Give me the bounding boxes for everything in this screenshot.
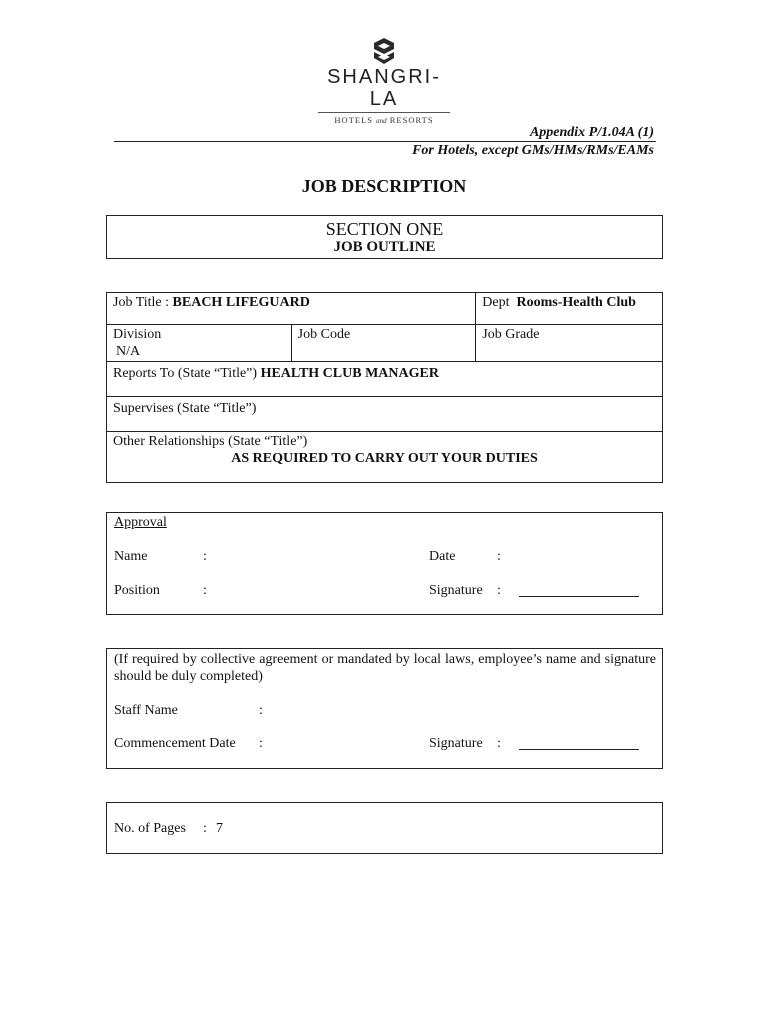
logo-tagline: HOTELS and RESORTS	[334, 115, 434, 125]
document-title: JOB DESCRIPTION	[301, 176, 467, 196]
other-relationships-label: Other Relationships (State “Title”)	[113, 434, 308, 449]
staff-note: (If required by collective agreement or mandated by local laws, employee’s name and signature should be duly completed)	[114, 652, 656, 684]
reports-to-value: HEALTH CLUB MANAGER	[260, 366, 439, 381]
division-cell	[107, 325, 292, 362]
division-value: N/A	[116, 344, 141, 359]
job-outline-table	[106, 292, 663, 483]
pages-box	[106, 802, 663, 854]
staff-name-label: Staff Name	[114, 703, 178, 718]
pages-label: No. of Pages	[114, 821, 186, 836]
staff-signature-colon: :	[497, 736, 501, 751]
dept-label: Dept	[482, 295, 510, 310]
staff-box	[106, 648, 663, 769]
section-heading-box	[106, 215, 663, 259]
commencement-date-colon: :	[259, 736, 263, 751]
pages-colon: :	[203, 821, 207, 836]
approval-signature-line[interactable]	[519, 596, 639, 597]
approval-date-colon: :	[497, 549, 501, 564]
approval-box	[106, 512, 663, 615]
approval-position-label: Position	[114, 583, 160, 598]
job-title-label: Job Title :	[113, 295, 170, 310]
approval-date-label: Date	[429, 549, 456, 564]
staff-signature-line[interactable]	[519, 749, 639, 750]
job-code-cell	[291, 325, 476, 362]
job-code-label: Job Code	[297, 327, 351, 342]
job-title-value: BEACH LIFEGUARD	[172, 295, 310, 310]
reports-to-cell	[107, 362, 663, 397]
other-relationships-value: AS REQUIRED TO CARRY OUT YOUR DUTIES	[231, 451, 538, 466]
dept-cell	[476, 293, 663, 325]
reports-to-label: Reports To (State “Title”)	[113, 366, 258, 381]
supervises-cell	[107, 397, 663, 432]
commencement-date-label: Commencement Date	[114, 736, 236, 751]
appendix-scope: For Hotels, except GMs/HMs/RMs/EAMs	[412, 143, 654, 158]
approval-heading: Approval	[114, 515, 167, 530]
supervises-label: Supervises (State “Title”)	[113, 401, 257, 416]
staff-signature-label: Signature	[429, 736, 483, 751]
approval-position-colon: :	[203, 583, 207, 598]
approval-name-colon: :	[203, 549, 207, 564]
other-relationships-cell	[107, 432, 663, 483]
approval-signature-label: Signature	[429, 583, 483, 598]
shangri-la-logo	[318, 38, 450, 125]
pages-value: 7	[216, 821, 223, 836]
approval-signature-colon: :	[497, 583, 501, 598]
job-title-cell	[107, 293, 476, 325]
section-heading: SECTION ONE	[325, 219, 444, 239]
division-label: Division	[113, 327, 162, 342]
logo-emblem-icon	[373, 38, 395, 64]
staff-name-colon: :	[259, 703, 263, 718]
job-grade-cell	[476, 325, 663, 362]
logo-brand-text: SHANGRI-LA	[327, 66, 441, 110]
dept-value: Rooms-Health Club	[516, 295, 636, 310]
appendix-reference: Appendix P/1.04A (1)	[529, 125, 654, 140]
section-subheading: JOB OUTLINE	[333, 239, 436, 255]
approval-name-label: Name	[114, 549, 148, 564]
job-grade-label: Job Grade	[482, 327, 540, 342]
